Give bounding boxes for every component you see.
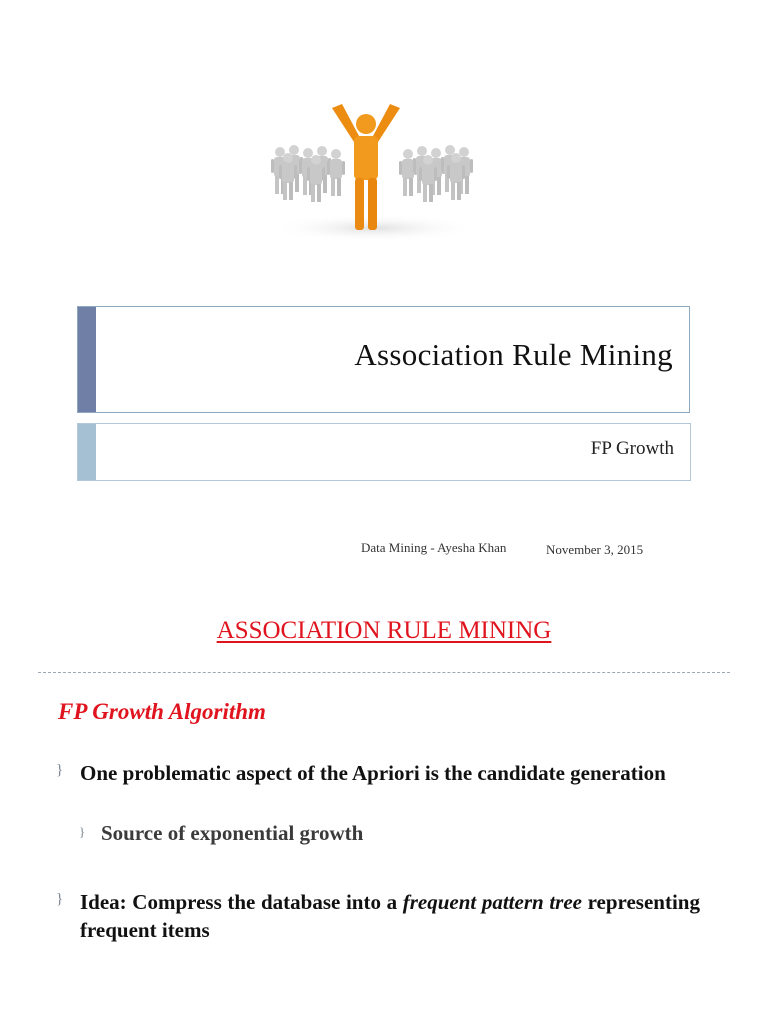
leader-crowd-illustration <box>258 100 490 250</box>
title-accent-bar <box>78 307 96 412</box>
slide-heading: ASSOCIATION RULE MINING <box>216 617 552 644</box>
subtitle-box <box>77 423 691 481</box>
bullet-idea-emphasis: frequent pattern tree <box>402 890 582 914</box>
bullet-idea-text-after: representing frequent items <box>80 890 700 942</box>
bullet-apriori: One problematic aspect of the Apriori is the candidate generation <box>80 761 666 785</box>
bullet-marker-icon: } <box>56 762 64 778</box>
sub-bullet-growth: Source of exponential growth <box>101 821 364 845</box>
subtitle-accent-bar <box>78 424 96 480</box>
presentation-title: Association Rule Mining <box>354 337 673 372</box>
sub-bullet-marker-icon: } <box>79 824 86 839</box>
title-box <box>77 306 690 413</box>
presentation-subtitle: FP Growth <box>590 438 674 459</box>
bullet-idea-text-before: Idea: Compress the database into a <box>80 890 403 914</box>
section-title: FP Growth Algorithm <box>58 699 266 724</box>
bullet-marker-icon: } <box>56 891 64 907</box>
slide-divider <box>38 672 730 673</box>
footer-date: November 3, 2015 <box>546 542 644 557</box>
bullet-idea <box>80 888 700 944</box>
footer-author: Data Mining - Ayesha Khan <box>361 540 507 555</box>
